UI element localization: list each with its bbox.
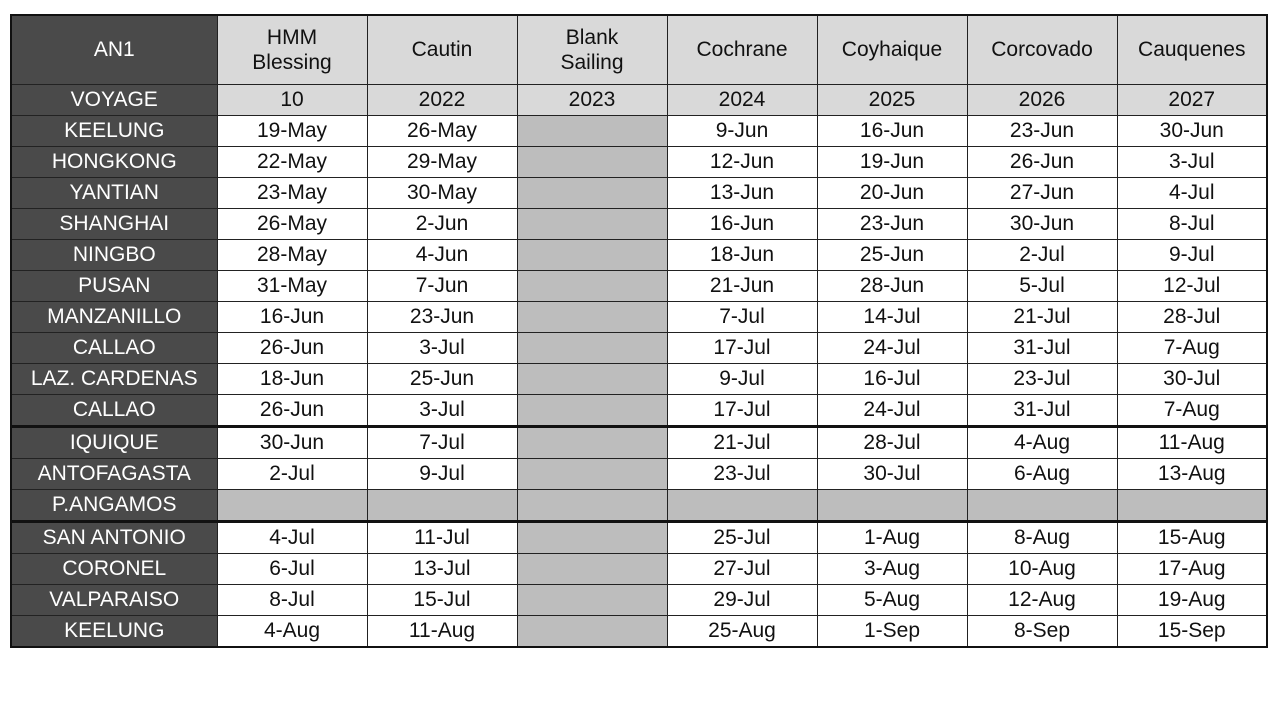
date-cell: 4-Jun (367, 240, 517, 271)
port-name: HONGKONG (11, 147, 217, 178)
date-cell: 16-Jun (667, 209, 817, 240)
vessel-name (967, 15, 1117, 85)
voyage-number: 2024 (667, 85, 817, 116)
date-cell: 9-Jul (367, 459, 517, 490)
date-cell: 5-Jul (967, 271, 1117, 302)
service-label: AN1 (11, 15, 217, 85)
date-cell: 30-Jul (1117, 364, 1267, 395)
date-cell: 28-Jun (817, 271, 967, 302)
vessel-name-line2: Blessing (252, 51, 332, 74)
blank-cell (517, 302, 667, 333)
port-name: PUSAN (11, 271, 217, 302)
port-name: NINGBO (11, 240, 217, 271)
port-row (11, 240, 1267, 271)
date-cell: 17-Jul (667, 395, 817, 427)
date-cell: 19-Aug (1117, 585, 1267, 616)
date-cell: 25-Jun (367, 364, 517, 395)
date-cell: 1-Aug (817, 522, 967, 554)
blank-cell (517, 178, 667, 209)
date-cell: 26-May (367, 116, 517, 147)
date-cell: 29-May (367, 147, 517, 178)
date-cell: 19-May (217, 116, 367, 147)
date-cell: 22-May (217, 147, 367, 178)
port-row (11, 209, 1267, 240)
date-cell: 12-Jul (1117, 271, 1267, 302)
voyage-number: 2022 (367, 85, 517, 116)
port-row (11, 585, 1267, 616)
date-cell: 11-Aug (1117, 427, 1267, 459)
date-cell: 21-Jul (667, 427, 817, 459)
blank-cell (517, 522, 667, 554)
port-row (11, 302, 1267, 333)
date-cell: 29-Jul (667, 585, 817, 616)
date-cell: 7-Aug (1117, 333, 1267, 364)
date-cell: 7-Jul (667, 302, 817, 333)
date-cell: 7-Aug (1117, 395, 1267, 427)
voyage-number: 2025 (817, 85, 967, 116)
date-cell: 16-Jun (217, 302, 367, 333)
date-cell: 23-May (217, 178, 367, 209)
date-cell: 16-Jun (817, 116, 967, 147)
port-name: KEELUNG (11, 616, 217, 648)
port-row (11, 490, 1267, 522)
date-cell: 20-Jun (817, 178, 967, 209)
port-row (11, 522, 1267, 554)
date-cell: 30-Jul (817, 459, 967, 490)
date-cell: 11-Jul (367, 522, 517, 554)
date-cell: 8-Jul (1117, 209, 1267, 240)
date-cell: 25-Jun (817, 240, 967, 271)
port-name: SHANGHAI (11, 209, 217, 240)
vessel-name-line1: HMM (266, 26, 318, 49)
date-cell: 28-Jul (1117, 302, 1267, 333)
date-cell: 30-Jun (217, 427, 367, 459)
blank-cell (517, 585, 667, 616)
date-cell: 8-Sep (967, 616, 1117, 648)
date-cell: 15-Sep (1117, 616, 1267, 648)
vessel-name-line1: Coyhaique (841, 38, 943, 61)
date-cell: 3-Jul (367, 333, 517, 364)
date-cell: 23-Jul (667, 459, 817, 490)
date-cell: 28-Jul (817, 427, 967, 459)
date-cell: 21-Jul (967, 302, 1117, 333)
blank-cell (517, 427, 667, 459)
date-cell: 12-Jun (667, 147, 817, 178)
vessel-name-line1: Cautin (411, 38, 473, 61)
blank-cell (517, 116, 667, 147)
port-row (11, 554, 1267, 585)
date-cell: 28-May (217, 240, 367, 271)
date-cell: 31-Jul (967, 333, 1117, 364)
date-cell: 31-May (217, 271, 367, 302)
date-cell: 21-Jun (667, 271, 817, 302)
date-cell: 4-Jul (217, 522, 367, 554)
date-cell: 31-Jul (967, 395, 1117, 427)
port-row (11, 271, 1267, 302)
blank-cell (217, 490, 367, 522)
blank-cell (517, 209, 667, 240)
date-cell: 14-Jul (817, 302, 967, 333)
date-cell: 8-Aug (967, 522, 1117, 554)
port-name: CALLAO (11, 395, 217, 427)
date-cell: 3-Aug (817, 554, 967, 585)
date-cell: 15-Jul (367, 585, 517, 616)
date-cell: 7-Jun (367, 271, 517, 302)
date-cell: 23-Jun (967, 116, 1117, 147)
blank-cell (517, 490, 667, 522)
vessel-name-line1: Corcovado (991, 38, 1093, 61)
vessel-name-line1: Blank (565, 26, 619, 49)
date-cell: 23-Jun (817, 209, 967, 240)
port-row (11, 459, 1267, 490)
port-name: MANZANILLO (11, 302, 217, 333)
vessel-name (517, 15, 667, 85)
blank-cell (367, 490, 517, 522)
blank-cell (517, 616, 667, 648)
blank-cell (517, 271, 667, 302)
port-name: CALLAO (11, 333, 217, 364)
date-cell: 17-Aug (1117, 554, 1267, 585)
blank-cell (517, 364, 667, 395)
date-cell: 23-Jul (967, 364, 1117, 395)
date-cell: 23-Jun (367, 302, 517, 333)
date-cell: 30-Jun (1117, 116, 1267, 147)
port-name: SAN ANTONIO (11, 522, 217, 554)
date-cell: 16-Jul (817, 364, 967, 395)
date-cell: 9-Jul (1117, 240, 1267, 271)
blank-cell (817, 490, 967, 522)
blank-cell (517, 554, 667, 585)
date-cell: 27-Jun (967, 178, 1117, 209)
date-cell: 9-Jun (667, 116, 817, 147)
date-cell: 3-Jul (367, 395, 517, 427)
blank-cell (517, 333, 667, 364)
blank-cell (517, 240, 667, 271)
date-cell: 6-Aug (967, 459, 1117, 490)
vessel-name (667, 15, 817, 85)
date-cell: 2-Jul (217, 459, 367, 490)
date-cell: 26-Jun (217, 333, 367, 364)
voyage-number: 10 (217, 85, 367, 116)
voyage-label: VOYAGE (11, 85, 217, 116)
voyage-number: 2026 (967, 85, 1117, 116)
voyage-number: 2023 (517, 85, 667, 116)
date-cell: 26-May (217, 209, 367, 240)
port-row (11, 333, 1267, 364)
date-cell: 10-Aug (967, 554, 1117, 585)
date-cell: 5-Aug (817, 585, 967, 616)
date-cell: 7-Jul (367, 427, 517, 459)
vessel-name (217, 15, 367, 85)
date-cell: 2-Jun (367, 209, 517, 240)
date-cell: 27-Jul (667, 554, 817, 585)
date-cell: 25-Aug (667, 616, 817, 648)
port-name: LAZ. CARDENAS (11, 364, 217, 395)
date-cell: 1-Sep (817, 616, 967, 648)
date-cell: 6-Jul (217, 554, 367, 585)
vessel-header-row (11, 15, 1267, 85)
blank-cell (667, 490, 817, 522)
port-name: YANTIAN (11, 178, 217, 209)
date-cell: 17-Jul (667, 333, 817, 364)
date-cell: 8-Jul (217, 585, 367, 616)
date-cell: 30-May (367, 178, 517, 209)
date-cell: 30-Jun (967, 209, 1117, 240)
vessel-name-line1: Cauquenes (1138, 38, 1246, 61)
date-cell: 18-Jun (217, 364, 367, 395)
port-name: KEELUNG (11, 116, 217, 147)
port-name: CORONEL (11, 554, 217, 585)
port-row (11, 395, 1267, 427)
date-cell: 24-Jul (817, 333, 967, 364)
port-row (11, 116, 1267, 147)
port-row (11, 427, 1267, 459)
date-cell: 26-Jun (217, 395, 367, 427)
port-row (11, 364, 1267, 395)
date-cell: 24-Jul (817, 395, 967, 427)
vessel-name (817, 15, 967, 85)
date-cell: 15-Aug (1117, 522, 1267, 554)
date-cell: 13-Jun (667, 178, 817, 209)
date-cell: 19-Jun (817, 147, 967, 178)
date-cell: 3-Jul (1117, 147, 1267, 178)
blank-cell (517, 147, 667, 178)
date-cell: 13-Jul (367, 554, 517, 585)
port-row (11, 616, 1267, 648)
date-cell: 25-Jul (667, 522, 817, 554)
schedule-table (10, 14, 1268, 648)
date-cell: 12-Aug (967, 585, 1117, 616)
date-cell: 11-Aug (367, 616, 517, 648)
date-cell: 4-Aug (967, 427, 1117, 459)
port-name: IQUIQUE (11, 427, 217, 459)
blank-cell (517, 459, 667, 490)
date-cell: 2-Jul (967, 240, 1117, 271)
port-name: VALPARAISO (11, 585, 217, 616)
blank-cell (1117, 490, 1267, 522)
vessel-name (1117, 15, 1267, 85)
port-row (11, 147, 1267, 178)
blank-cell (967, 490, 1117, 522)
port-name: ANTOFAGASTA (11, 459, 217, 490)
vessel-name-line1: Cochrane (696, 38, 788, 61)
blank-cell (517, 395, 667, 427)
date-cell: 18-Jun (667, 240, 817, 271)
voyage-number: 2027 (1117, 85, 1267, 116)
vessel-name-line2: Sailing (560, 51, 624, 74)
date-cell: 13-Aug (1117, 459, 1267, 490)
vessel-name (367, 15, 517, 85)
date-cell: 9-Jul (667, 364, 817, 395)
port-name: P.ANGAMOS (11, 490, 217, 522)
date-cell: 26-Jun (967, 147, 1117, 178)
date-cell: 4-Aug (217, 616, 367, 648)
date-cell: 4-Jul (1117, 178, 1267, 209)
voyage-row (11, 85, 1267, 116)
port-row (11, 178, 1267, 209)
schedule-body (11, 15, 1267, 647)
